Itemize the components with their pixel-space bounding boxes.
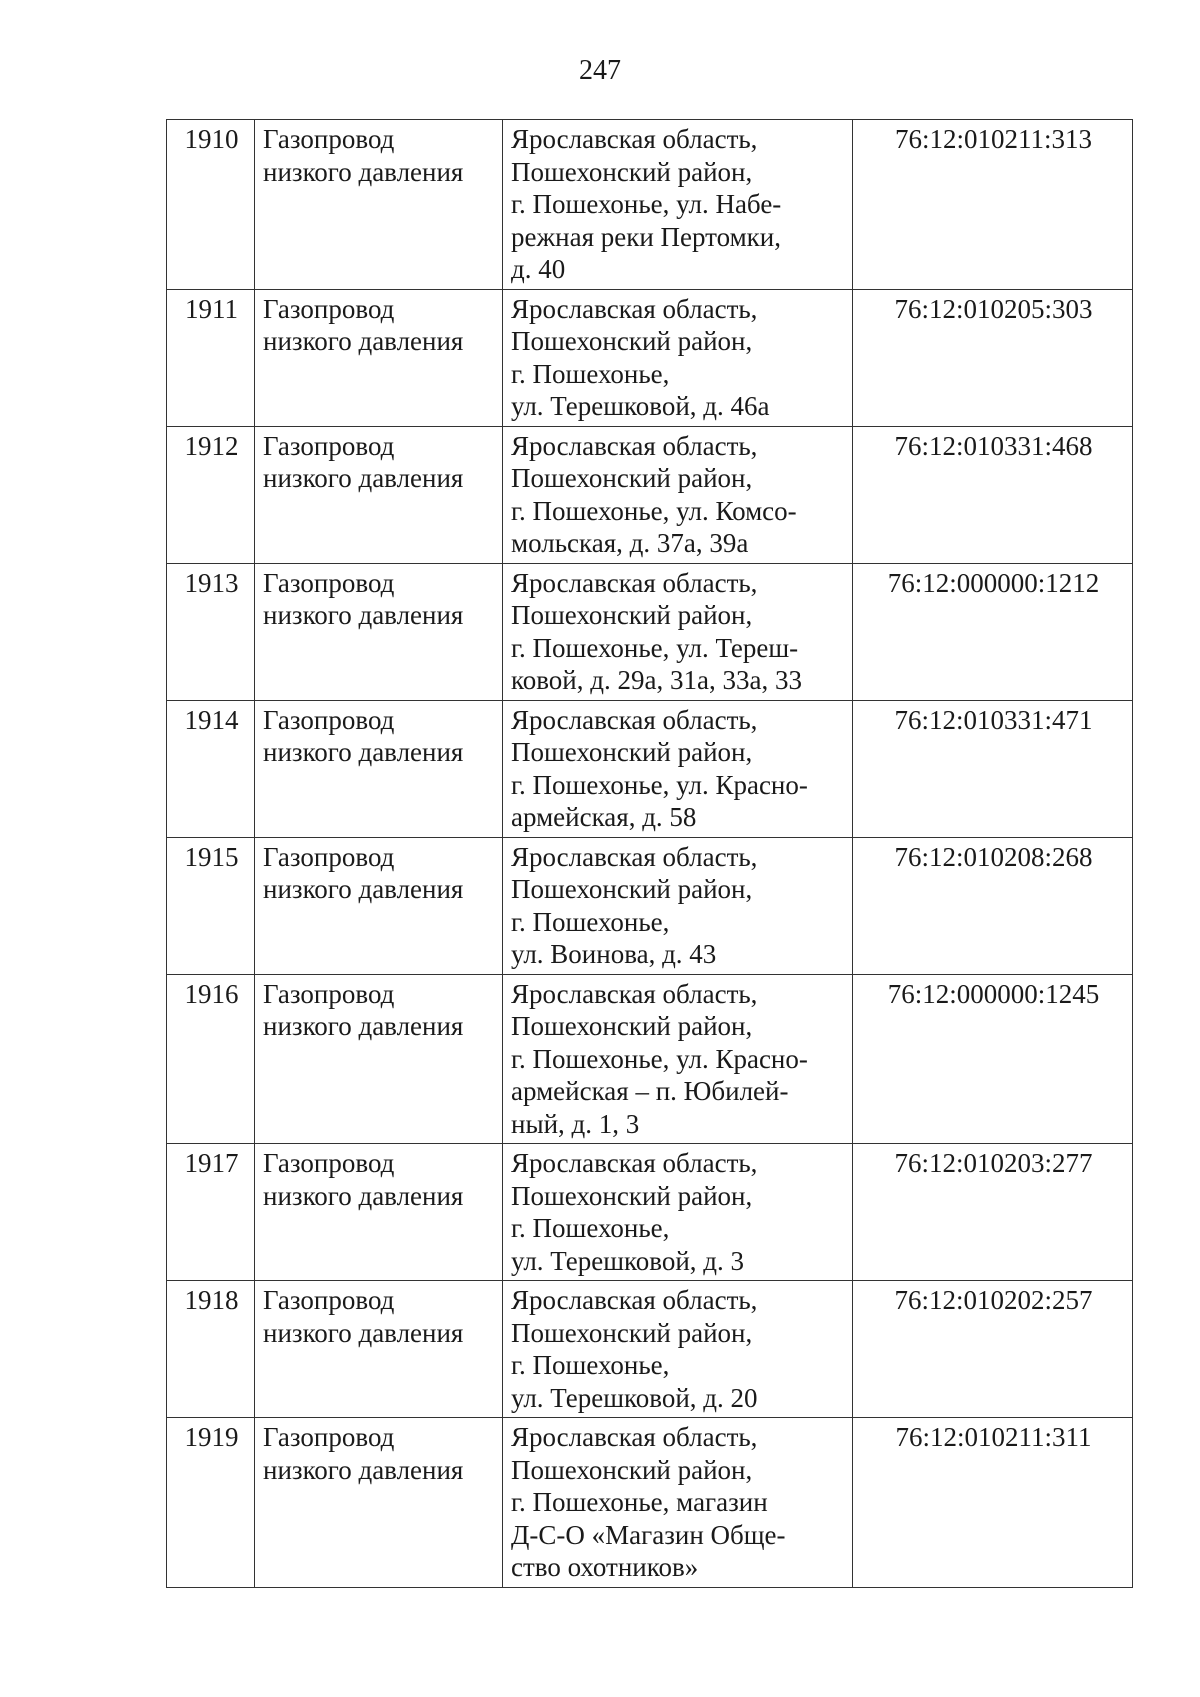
address-line: Пошехонский район, — [511, 156, 753, 187]
table-row — [167, 120, 1133, 290]
address-cell — [503, 700, 853, 837]
address-line: Пошехонский район, — [511, 874, 753, 904]
row-number-cell — [167, 426, 255, 563]
row-number-cell — [167, 837, 255, 974]
object-name-line: низкого давления — [263, 1454, 464, 1485]
page-number: 247 — [579, 55, 621, 86]
address-line: ул. Воинова, д. 43 — [511, 939, 717, 969]
table-row — [167, 1281, 1133, 1418]
cadastral-number: 76:12:010203:277 — [894, 1148, 1093, 1178]
table-row — [167, 563, 1133, 700]
cadastral-number-cell — [853, 1281, 1133, 1418]
row-number: 1912 — [184, 430, 239, 461]
cadastral-number: 76:12:010208:268 — [894, 841, 1093, 872]
address-line: г. Пошехонье, ул. Красно- — [511, 1043, 808, 1074]
row-number-cell — [167, 563, 255, 700]
cadastral-number-cell — [853, 837, 1133, 974]
object-name-line: низкого давления — [263, 1011, 464, 1041]
object-name-line: Газопровод — [263, 1285, 395, 1315]
cadastral-number: 76:12:010202:257 — [894, 1285, 1093, 1315]
cadastral-number-cell — [853, 426, 1133, 563]
cadastral-number-cell — [853, 563, 1133, 700]
object-name-cell — [255, 974, 503, 1144]
address-cell — [503, 974, 853, 1144]
object-name-line: Газопровод — [263, 430, 395, 461]
object-name-cell — [255, 120, 503, 290]
cadastral-number-cell — [853, 120, 1133, 290]
object-name-cell — [255, 1144, 503, 1281]
address-line: ул. Терешковой, д. 20 — [511, 1382, 758, 1413]
object-name-line: низкого давления — [263, 463, 464, 493]
cadastral-number: 76:12:010211:311 — [895, 1422, 1092, 1452]
row-number-cell — [167, 974, 255, 1144]
object-name-line: Газопровод — [263, 567, 395, 598]
table-row — [167, 700, 1133, 837]
address-line: ство охотников» — [511, 1552, 699, 1582]
address-line: Ярославская область, — [511, 1422, 758, 1452]
address-line: г. Пошехонье, ул. Комсо- — [511, 495, 797, 526]
object-name-line: Газопровод — [263, 293, 395, 324]
object-name-cell — [255, 1281, 503, 1418]
row-number: 1910 — [184, 124, 239, 154]
object-name-line: низкого давления — [263, 326, 464, 356]
object-name-line: низкого давления — [263, 156, 464, 187]
address-line: д. 40 — [511, 254, 566, 284]
address-line: г. Пошехонье, ул. Тереш- — [511, 632, 799, 663]
address-line: Пошехонский район, — [511, 737, 753, 767]
address-line: ковой, д. 29а, 31а, 33а, 33 — [511, 665, 802, 695]
address-cell — [503, 1281, 853, 1418]
cadastral-number-cell — [853, 1144, 1133, 1281]
object-name-line: Газопровод — [263, 124, 395, 154]
registry-body — [167, 120, 1133, 1588]
cadastral-number: 76:12:000000:1245 — [887, 978, 1100, 1009]
row-number: 1911 — [185, 293, 238, 324]
row-number: 1915 — [184, 841, 239, 872]
address-line: Пошехонский район, — [511, 326, 753, 356]
table-row — [167, 426, 1133, 563]
address-cell — [503, 1418, 853, 1588]
row-number-cell — [167, 1144, 255, 1281]
cadastral-number-cell — [853, 974, 1133, 1144]
address-line: ул. Терешковой, д. 3 — [511, 1245, 745, 1276]
registry-table — [166, 119, 1133, 1588]
table-row — [167, 1144, 1133, 1281]
row-number-cell — [167, 1281, 255, 1418]
address-cell — [503, 426, 853, 563]
address-line: Ярославская область, — [511, 704, 758, 735]
address-line: Пошехонский район, — [511, 1180, 753, 1211]
object-name-line: низкого давления — [263, 874, 464, 904]
cadastral-number: 76:12:000000:1212 — [887, 567, 1100, 598]
address-line: Д-С-О «Магазин Обще- — [511, 1519, 786, 1550]
table-row — [167, 837, 1133, 974]
object-name-line: Газопровод — [263, 1148, 395, 1178]
address-line: ный, д. 1, 3 — [511, 1108, 640, 1139]
address-line: Ярославская область, — [511, 430, 758, 461]
address-line: г. Пошехонье, — [511, 358, 670, 389]
object-name-line: низкого давления — [263, 1180, 464, 1211]
cadastral-number-cell — [853, 289, 1133, 426]
row-number: 1916 — [184, 978, 239, 1009]
cadastral-number: 76:12:010331:468 — [894, 430, 1093, 461]
object-name-cell — [255, 563, 503, 700]
object-name-line: низкого давления — [263, 600, 464, 630]
address-line: г. Пошехонье, — [511, 1350, 670, 1380]
address-line: г. Пошехонье, — [511, 906, 670, 937]
cadastral-number-cell — [853, 700, 1133, 837]
object-name-cell — [255, 700, 503, 837]
row-number: 1914 — [184, 704, 239, 735]
table-row — [167, 974, 1133, 1144]
object-name-line: низкого давления — [263, 1317, 464, 1348]
address-line: г. Пошехонье, — [511, 1213, 670, 1243]
row-number-cell — [167, 289, 255, 426]
address-line: мольская, д. 37а, 39а — [511, 528, 749, 558]
object-name-line: Газопровод — [263, 841, 395, 872]
address-line: Пошехонский район, — [511, 600, 753, 630]
address-line: Ярославская область, — [511, 567, 758, 598]
address-line: Ярославская область, — [511, 1285, 758, 1315]
address-cell — [503, 120, 853, 290]
cadastral-number: 76:12:010211:313 — [894, 124, 1092, 154]
object-name-cell — [255, 426, 503, 563]
address-line: режная реки Пертомки, — [511, 221, 781, 252]
cadastral-number: 76:12:010331:471 — [894, 704, 1093, 735]
address-line: г. Пошехонье, ул. Набе- — [511, 189, 782, 219]
address-line: армейская, д. 58 — [511, 802, 697, 832]
address-line: ул. Терешковой, д. 46а — [511, 391, 770, 421]
object-name-line: Газопровод — [263, 704, 395, 735]
address-line: г. Пошехонье, ул. Красно- — [511, 769, 808, 800]
row-number: 1919 — [184, 1422, 239, 1452]
address-cell — [503, 837, 853, 974]
object-name-line: Газопровод — [263, 1422, 395, 1452]
object-name-cell — [255, 289, 503, 426]
address-line: Ярославская область, — [511, 978, 758, 1009]
row-number-cell — [167, 120, 255, 290]
row-number: 1918 — [184, 1285, 239, 1315]
table-row — [167, 289, 1133, 426]
row-number-cell — [167, 1418, 255, 1588]
address-line: Ярославская область, — [511, 124, 758, 154]
address-cell — [503, 563, 853, 700]
cadastral-number-cell — [853, 1418, 1133, 1588]
object-name-line: Газопровод — [263, 978, 395, 1009]
address-line: Пошехонский район, — [511, 1454, 753, 1485]
address-cell — [503, 289, 853, 426]
address-line: Ярославская область, — [511, 841, 758, 872]
row-number-cell — [167, 700, 255, 837]
table-row — [167, 1418, 1133, 1588]
address-cell — [503, 1144, 853, 1281]
address-line: Ярославская область, — [511, 293, 758, 324]
address-line: Пошехонский район, — [511, 1011, 753, 1041]
address-line: Ярославская область, — [511, 1148, 758, 1178]
cadastral-number: 76:12:010205:303 — [894, 293, 1093, 324]
object-name-cell — [255, 1418, 503, 1588]
address-line: г. Пошехонье, магазин — [511, 1487, 768, 1517]
address-line: Пошехонский район, — [511, 463, 753, 493]
object-name-cell — [255, 837, 503, 974]
address-line: армейская – п. Юбилей- — [511, 1076, 789, 1106]
row-number: 1917 — [184, 1148, 239, 1178]
object-name-line: низкого давления — [263, 737, 464, 767]
address-line: Пошехонский район, — [511, 1317, 753, 1348]
row-number: 1913 — [184, 567, 239, 598]
